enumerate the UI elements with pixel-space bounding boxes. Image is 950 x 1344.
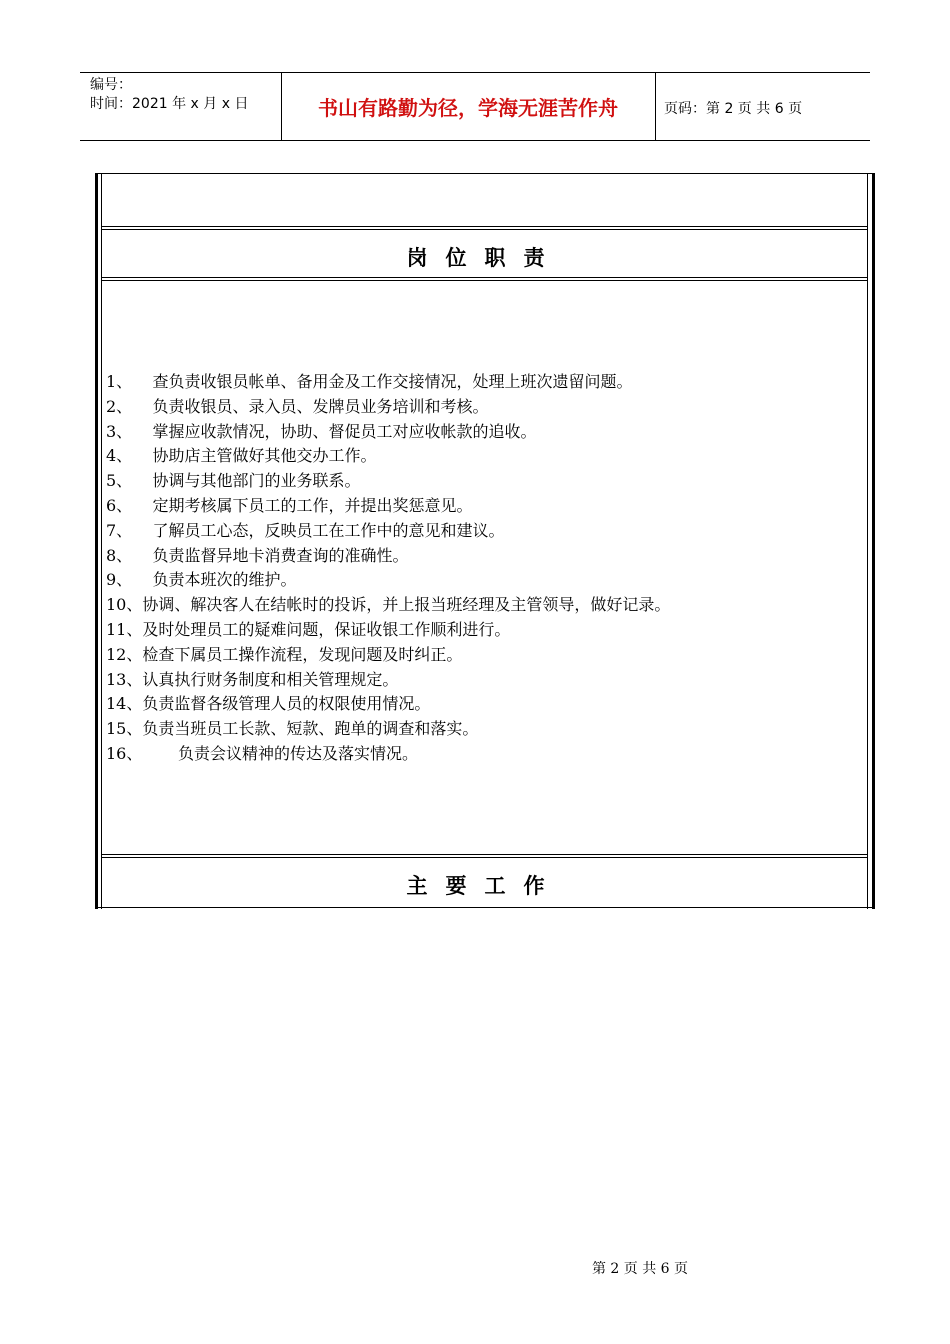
document-date: 时间：2021 年 x 月 x 日 [90, 96, 249, 112]
duty-number: 4、 [106, 446, 133, 466]
duty-number: 14、 [106, 694, 143, 714]
duty-number: 7、 [106, 520, 133, 540]
table-border-right-outer [872, 173, 875, 909]
duty-number: 2、 [106, 396, 133, 416]
header-divider-right [655, 72, 656, 140]
duty-gap [132, 397, 152, 416]
table-rule [101, 280, 868, 281]
duty-text: 协调、解决客人在结帐时的投诉，并上报当班经理及主管领导，做好记录。 [142, 595, 671, 615]
duty-item [106, 618, 861, 643]
duty-number: 5、 [106, 471, 133, 491]
duty-number: 13、 [106, 669, 143, 689]
duty-gap [132, 471, 152, 490]
duty-item [106, 643, 861, 668]
header-meta [90, 76, 248, 114]
table-top-border [95, 173, 875, 174]
duty-item [106, 395, 861, 420]
duty-number: 15、 [106, 719, 143, 739]
duty-text: 协助店主管做好其他交办工作。 [152, 446, 377, 466]
duty-item [106, 717, 861, 742]
duty-number: 16、 [106, 743, 143, 763]
duties-section-title: 岗位职责 [406, 246, 563, 270]
table-rule [101, 854, 868, 855]
table-rule [101, 226, 868, 227]
duty-text: 及时处理员工的疑难问题，保证收银工作顺利进行。 [142, 619, 511, 639]
table-border-left-outer [95, 173, 98, 909]
duty-gap [132, 546, 152, 565]
header-bottom-rule [80, 140, 870, 141]
duty-gap [132, 446, 152, 465]
duty-text: 负责监督异地卡消费查询的准确性。 [152, 545, 409, 565]
duty-text: 定期考核属下员工的工作，并提出奖惩意见。 [152, 495, 473, 515]
duty-item [106, 692, 861, 717]
duty-text: 协调与其他部门的业务联系。 [152, 471, 361, 491]
duty-number: 3、 [106, 421, 133, 441]
table-rule [101, 857, 868, 858]
table-rule [101, 277, 868, 278]
duty-number: 6、 [106, 495, 133, 515]
duty-number: 11、 [106, 619, 143, 639]
duty-text: 负责当班员工长款、短款、跑单的调查和落实。 [142, 719, 479, 739]
duty-text: 检查下属员工操作流程，发现问题及时纠正。 [142, 644, 463, 664]
page-footer: 第 2 页 共 6 页 [591, 1261, 689, 1277]
duty-item [106, 370, 861, 395]
table-border-left-inner [101, 173, 102, 909]
duty-item [106, 593, 861, 618]
header-top-rule [80, 72, 870, 73]
document-number-label: 编号： [90, 77, 132, 93]
duty-text: 认真执行财务制度和相关管理规定。 [142, 669, 399, 689]
duty-number: 10、 [106, 595, 143, 615]
duties-list [106, 370, 861, 767]
duty-text: 掌握应收款情况，协助、督促员工对应收帐款的追收。 [152, 421, 537, 441]
table-rule [101, 229, 868, 230]
duty-gap [132, 521, 152, 540]
duty-text: 了解员工心态，反映员工在工作中的意见和建议。 [152, 520, 505, 540]
duty-number: 1、 [106, 372, 133, 391]
duty-gap [142, 744, 178, 763]
duty-text: 负责本班次的维护。 [152, 570, 297, 590]
duty-item [106, 544, 861, 569]
main-work-section-title: 主要工作 [406, 874, 563, 898]
duty-text: 查负责收银员帐单、备用金及工作交接情况，处理上班次遗留问题。 [152, 372, 633, 391]
duty-text: 负责收银员、录入员、发牌员业务培训和考核。 [152, 396, 489, 416]
table-bottom-border [95, 907, 875, 908]
duty-item [106, 420, 861, 445]
duty-item [106, 519, 861, 544]
header-page-info: 页码：第 2 页 共 6 页 [664, 101, 803, 117]
duty-number: 12、 [106, 644, 143, 664]
duty-number: 8、 [106, 545, 133, 565]
duty-item [106, 469, 861, 494]
duty-gap [132, 570, 152, 589]
table-border-right-inner [867, 173, 868, 909]
duty-gap [132, 372, 152, 391]
duty-number: 9、 [106, 570, 133, 590]
duty-text: 负责会议精神的传达及落实情况。 [177, 743, 418, 763]
duty-item [106, 742, 861, 767]
duty-gap [132, 422, 152, 441]
header-motto: 书山有路勤为径，学海无涯苦作舟 [318, 96, 618, 120]
duty-item [106, 568, 861, 593]
duty-gap [132, 496, 152, 515]
duty-item [106, 668, 861, 693]
duty-item [106, 444, 861, 469]
duty-text: 负责监督各级管理人员的权限使用情况。 [142, 694, 431, 714]
duty-item [106, 494, 861, 519]
